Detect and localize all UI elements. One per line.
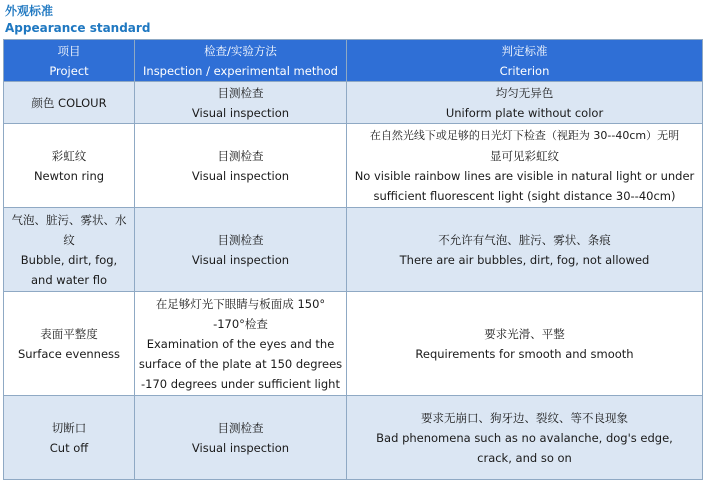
header-criterion <box>347 40 703 82</box>
cell-line: crack, and so on <box>477 450 572 465</box>
cell-line: Surface evenness <box>17 346 121 361</box>
table-row-newton-ring <box>4 124 703 208</box>
cell-line: There are air bubbles, dirt, fog, not allowed <box>399 252 650 267</box>
section-title-cn: 外观标准 <box>5 4 54 18</box>
cell-line: No visible rainbow lines are visible in natural light or under <box>354 168 695 183</box>
table-row-surface-evenness <box>4 292 703 396</box>
cell-project <box>4 124 135 208</box>
cell-line: 不允许有气泡、脏污、雾状、条痕 <box>438 232 611 247</box>
cell-line: Visual inspection <box>191 105 290 120</box>
cell-criterion <box>347 292 703 396</box>
cell-line: Examination of the eyes and the <box>146 336 335 351</box>
cell-method <box>135 292 347 396</box>
header-project-cn: 项目 <box>57 43 81 58</box>
cell-project <box>4 396 135 480</box>
header-method-cn: 检查/实验方法 <box>204 43 277 58</box>
header-method-en: Inspection / experimental method <box>143 63 338 78</box>
cell-method <box>135 396 347 480</box>
cell-method <box>135 124 347 208</box>
cell-criterion <box>347 396 703 480</box>
cell-line: 目测检查 <box>217 85 264 100</box>
cell-project <box>4 208 135 292</box>
cell-line: Visual inspection <box>191 168 290 183</box>
cell-line: 气泡、脏污、雾状、水 <box>11 212 127 227</box>
cell-line: Uniform plate without color <box>445 105 604 120</box>
cell-line: sufficient fluorescent light (sight distance 30--40cm) <box>373 188 676 203</box>
appearance-standard-table <box>3 39 703 480</box>
cell-line: Visual inspection <box>191 252 290 267</box>
header-criterion-cn: 判定标准 <box>501 43 548 58</box>
cell-line: -170°检查 <box>213 316 268 331</box>
cell-line: 均匀无异色 <box>495 85 554 100</box>
cell-criterion <box>347 208 703 292</box>
cell-project <box>4 82 135 124</box>
cell-project <box>4 292 135 396</box>
cell-line: -170 degrees under sufficient light <box>141 376 340 391</box>
header-project <box>4 40 135 82</box>
section-title-en: Appearance standard <box>5 21 151 35</box>
table-row-bubble-dirt <box>4 208 703 292</box>
cell-line: Requirements for smooth and smooth <box>415 346 634 361</box>
cell-line: 切断口 <box>51 420 87 435</box>
cell-line: Newton ring <box>33 168 105 183</box>
cell-line: 目测检查 <box>217 232 264 247</box>
header-project-en: Project <box>49 63 89 78</box>
cell-line: 要求无崩口、狗牙边、裂纹、等不良现象 <box>421 410 628 425</box>
cell-line: 目测检查 <box>217 148 264 163</box>
cell-criterion <box>347 82 703 124</box>
cell-line: 目测检查 <box>217 420 264 435</box>
cell-line: 纹 <box>63 232 75 247</box>
cell-criterion <box>347 124 703 208</box>
cell-line: 表面平整度 <box>40 326 98 341</box>
cell-line: and water flo <box>31 272 107 287</box>
cell-method <box>135 208 347 292</box>
cell-line: 显可见彩虹纹 <box>490 148 559 163</box>
cell-line: Visual inspection <box>191 440 290 455</box>
table-row-cut-off <box>4 396 703 480</box>
table-row-colour <box>4 82 703 124</box>
cell-line: 在足够灯光下眼睛与板面成 150° <box>155 296 326 311</box>
cell-method <box>135 82 347 124</box>
cell-line: Cut off <box>49 440 89 455</box>
cell-line: 颜色 COLOUR <box>31 95 107 110</box>
header-method <box>135 40 347 82</box>
header-criterion-en: Criterion <box>499 63 550 78</box>
cell-line: surface of the plate at 150 degrees <box>138 356 343 371</box>
cell-line: 在自然光线下或足够的日光灯下检查（视距为 30--40cm）无明 <box>369 128 680 142</box>
cell-line: Bubble, dirt, fog, <box>20 252 118 267</box>
cell-line: 要求光滑、平整 <box>484 326 565 341</box>
cell-line: Bad phenomena such as no avalanche, dog's edge, <box>376 430 673 445</box>
cell-line: 彩虹纹 <box>51 148 87 163</box>
